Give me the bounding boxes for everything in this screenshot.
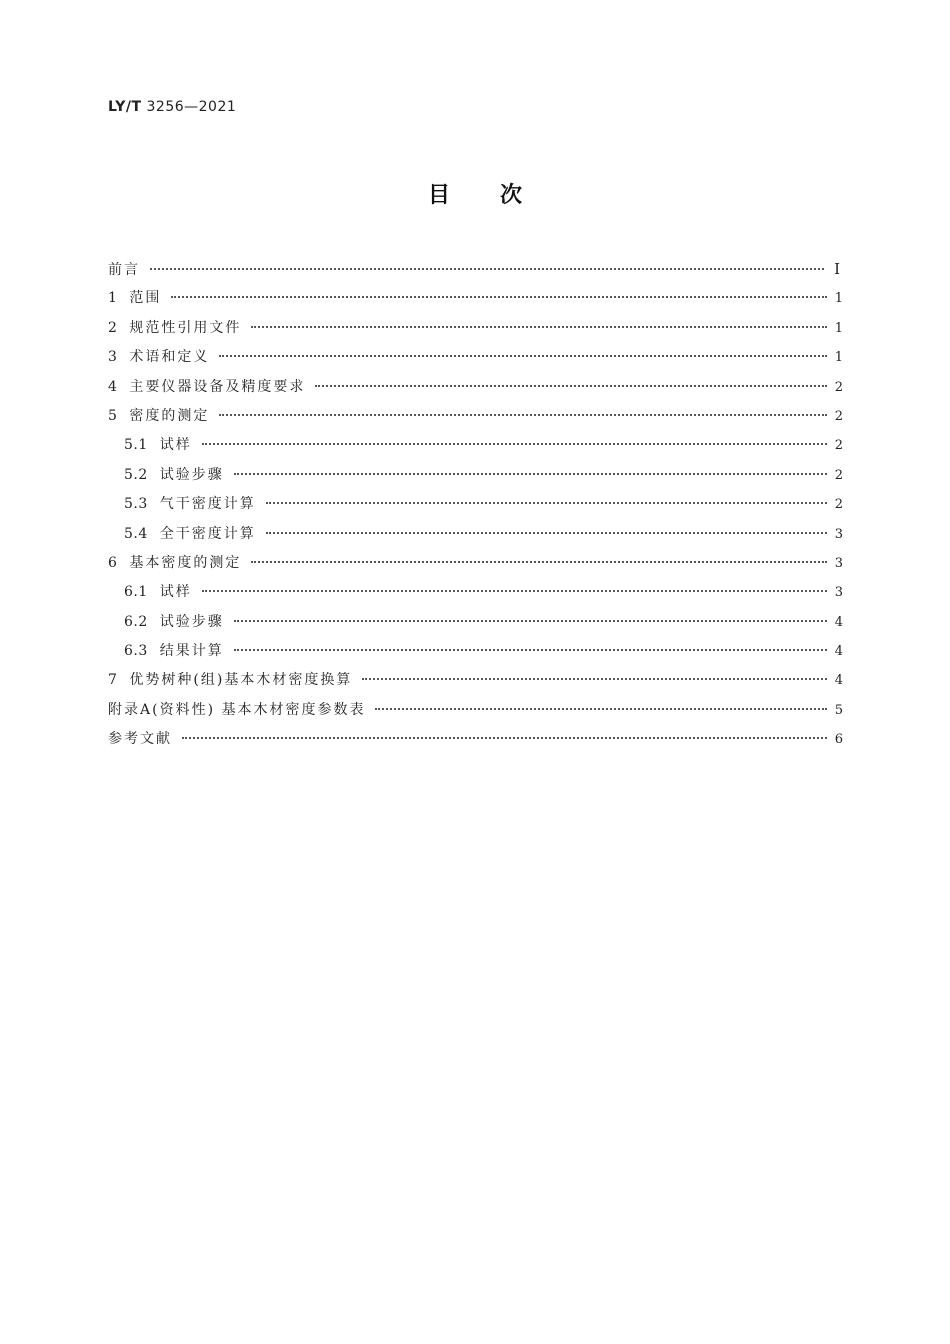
toc-entry-page: 3 [834,555,843,571]
toc-entry-5[interactable] [108,402,843,431]
toc-entry-number: 6.2 [124,613,148,630]
toc-entry-number: 6 [108,554,118,571]
toc-entry-label: 试验步骤 [159,466,224,483]
toc-entry-label: 主要仪器设备及精度要求 [129,378,306,395]
toc-entry-number: 2 [108,319,118,336]
toc-entry-5-3[interactable] [108,490,843,519]
toc-entry-page: 1 [834,350,843,366]
toc-entry-7[interactable] [108,666,843,695]
toc-entry-page: 4 [834,614,843,630]
toc-entry-number: 3 [108,349,118,366]
dot-leader [315,385,827,387]
document-code-number: 3256—2021 [146,99,237,115]
toc-entry-label: 全干密度计算 [159,525,256,542]
toc-entry-label: 前言 [108,262,140,278]
toc-entry-number: 5 [108,407,118,424]
toc-entry-appendix-a[interactable] [108,696,843,725]
dot-leader [171,296,827,298]
dot-leader [251,326,827,328]
toc-entry-page: 2 [834,379,843,395]
toc-entry-page: 2 [834,438,843,454]
toc-entry-references[interactable] [108,725,843,754]
toc-title: 目次 [427,183,572,208]
dot-leader [150,268,824,270]
dot-leader [234,620,827,622]
toc-entry-5-1[interactable] [108,431,843,460]
toc-entry-page: 2 [834,467,843,483]
toc-entry-label: 范围 [129,290,162,307]
toc-entry-number: 5.1 [124,437,148,454]
toc-list [108,255,843,755]
toc-entry-label: 基本密度的测定 [129,554,242,571]
dot-leader [182,737,827,739]
toc-entry-6-1[interactable] [108,578,843,607]
toc-entry-number: 1 [108,290,118,307]
toc-entry-foreword[interactable] [108,255,843,284]
toc-entry-label: 密度的测定 [129,407,210,424]
dot-leader [266,502,827,504]
toc-entry-6-2[interactable] [108,608,843,637]
dot-leader [234,649,827,651]
toc-entry-1[interactable] [108,284,843,313]
toc-entry-2[interactable] [108,314,843,343]
toc-entry-label: 优势树种(组)基本木材密度换算 [129,672,353,689]
dot-leader [234,473,827,475]
toc-entry-page: 2 [834,497,843,513]
toc-entry-page: 3 [834,526,843,542]
toc-entry-label: 试验步骤 [159,613,224,630]
dot-leader [202,443,827,445]
dot-leader [219,355,827,357]
toc-entry-page: 3 [834,585,843,601]
toc-entry-number: 5.2 [124,466,148,483]
toc-entry-label: 试样 [159,437,192,454]
toc-entry-4[interactable] [108,373,843,402]
toc-entry-number: 5.4 [124,525,148,542]
dot-leader [266,532,827,534]
toc-entry-5-4[interactable] [108,520,843,549]
toc-entry-page: 4 [834,673,843,689]
toc-entry-label: 术语和定义 [129,349,210,366]
toc-entry-page: 5 [834,702,843,718]
toc-entry-page: 1 [834,291,843,307]
toc-entry-number: 7 [108,672,118,689]
dot-leader [362,678,827,680]
toc-entry-page: 4 [834,644,843,660]
toc-entry-label: 试样 [159,584,192,601]
toc-entry-number: 5.3 [124,496,148,513]
toc-entry-6[interactable] [108,549,843,578]
toc-entry-label: 参考文献 [108,731,172,748]
document-code-prefix: LY/T [108,99,142,115]
toc-entry-6-3[interactable] [108,637,843,666]
toc-entry-3[interactable] [108,343,843,372]
dot-leader [375,708,827,710]
dot-leader [202,590,827,592]
toc-entry-label: 规范性引用文件 [129,319,242,336]
toc-entry-5-2[interactable] [108,461,843,490]
toc-entry-page: 6 [834,732,843,748]
toc-entry-number: 4 [108,378,118,395]
dot-leader [219,414,827,416]
dot-leader [251,561,827,563]
toc-entry-number: 6.1 [124,584,148,601]
toc-entry-number: 6.3 [124,643,148,660]
toc-entry-label: 附录A(资料性) 基本木材密度参数表 [108,701,366,718]
document-code [108,99,236,115]
toc-entry-page: 1 [834,320,843,336]
toc-entry-page: Ⅰ [834,260,840,278]
toc-entry-label: 结果计算 [159,643,224,660]
toc-entry-page: 2 [834,408,843,424]
toc-entry-label: 气干密度计算 [159,496,256,513]
